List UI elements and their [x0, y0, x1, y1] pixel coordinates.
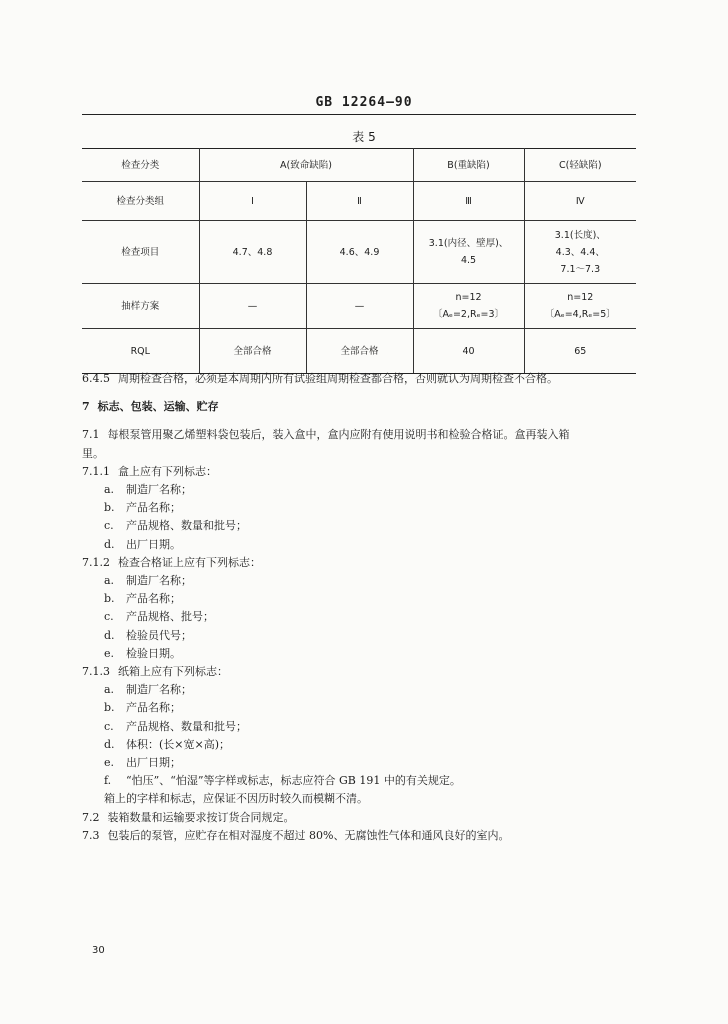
cell-line: 4.6、4.9 — [339, 246, 380, 258]
list-item — [82, 772, 642, 790]
list-marker: c. — [104, 610, 114, 624]
list-item — [82, 681, 642, 699]
list-text: “怕压”、“怕湿”等字样或标志，标志应符合 GB 191 中的有关规定。 — [126, 774, 461, 788]
list-item — [82, 590, 642, 608]
clause-number: 6.4.5 — [82, 372, 110, 385]
table-cell: 全部合格 — [199, 329, 306, 374]
list-text: 产品规格、批号； — [126, 610, 214, 624]
list-text: 产品名称； — [126, 592, 181, 606]
clause-text: 每根泵管用聚乙烯塑料袋包装后，装入盒中，盒内应附有使用说明书和检验合格证。盒再装入箱 — [107, 428, 570, 442]
list-marker: e. — [104, 756, 115, 770]
cell-line: 3.1(内径、壁厚)、 — [428, 238, 509, 249]
cell-line: 4.3、4.4、 — [555, 246, 605, 258]
list-marker: c. — [104, 519, 114, 533]
list-item — [82, 754, 642, 772]
list-text: 产品规格、数量和批号； — [126, 719, 247, 733]
clause-number: 7.2 — [82, 810, 100, 824]
list-item — [82, 645, 642, 663]
table-cell: Ⅰ — [199, 182, 306, 221]
clause-text: 检查合格证上应有下列标志： — [118, 555, 261, 569]
standard-code-header: GB 12264—90 — [315, 95, 413, 110]
list-marker: b. — [104, 592, 115, 606]
section-number: 7 — [82, 400, 90, 414]
clause-text: 周期检查合格，必须是本周期内所有试验组周期检查都合格，否则就认为周期检查不合格。 — [118, 372, 558, 385]
list-item — [82, 627, 642, 645]
table-row — [82, 284, 636, 329]
list-item — [82, 736, 642, 754]
list-text: 产品规格、数量和批号； — [126, 519, 247, 533]
table-cell — [306, 284, 413, 329]
clause-text: 包装后的泵管，应贮存在相对湿度不超过 80%、无腐蚀性气体和通风良好的室内。 — [107, 828, 510, 842]
clause-7-2 — [82, 809, 642, 827]
cell-line: 4.5 — [460, 255, 477, 266]
list-marker: f. — [104, 774, 112, 788]
cell-line: n=12 — [455, 292, 482, 303]
list-text: 制造厂名称； — [126, 574, 192, 588]
list-marker: d. — [104, 737, 115, 751]
list-item — [82, 536, 642, 554]
clause-text: 纸箱上应有下列标志： — [118, 665, 228, 679]
clause-number: 7.1.2 — [82, 555, 110, 569]
section-title: 标志、包装、运输、贮存 — [97, 400, 219, 414]
clause-7-1-3 — [82, 663, 642, 681]
clause-7-1-2 — [82, 554, 642, 572]
table-cell: Ⅳ — [524, 182, 636, 221]
list-text: 制造厂名称； — [126, 683, 192, 697]
clause-number: 7.3 — [82, 828, 100, 842]
clause-number: 7.1.3 — [82, 665, 110, 679]
table-cell — [199, 221, 306, 284]
list-text: 检验日期。 — [126, 646, 181, 660]
row-label: RQL — [82, 329, 199, 374]
table-row — [82, 221, 636, 284]
header-rule — [82, 114, 636, 115]
clause-7-1 — [82, 426, 642, 444]
list-item — [82, 718, 642, 736]
list-text: 体积：(长×宽×高)； — [126, 737, 231, 751]
list-marker: b. — [104, 701, 115, 715]
table-cell: Ⅲ — [413, 182, 524, 221]
cell-line: 〔Aₑ=2,Rₑ=3〕 — [432, 309, 505, 320]
list-item — [82, 499, 642, 517]
table-cell: C(轻缺陷) — [524, 149, 636, 182]
table-row — [82, 149, 636, 182]
list-item — [82, 481, 642, 499]
list-marker: b. — [104, 501, 115, 515]
list-marker: a. — [104, 683, 115, 697]
cell-line: 〔Aₑ=4,Rₑ=5〕 — [544, 309, 616, 320]
list-text: 出厂日期； — [126, 756, 181, 770]
cell-line: — — [354, 300, 365, 312]
table-cell: Ⅱ — [306, 182, 413, 221]
list-marker: e. — [104, 646, 115, 660]
row-label: 抽样方案 — [82, 284, 199, 329]
cell-line: — — [247, 300, 258, 312]
list-text: 出厂日期。 — [126, 537, 181, 551]
clause-note: 箱上的字样和标志，应保证不因历时较久而模糊不清。 — [104, 792, 368, 806]
row-label: 检查项目 — [82, 221, 199, 284]
cell-line: 3.1(长度)、 — [554, 229, 606, 241]
list-text: 制造厂名称； — [126, 483, 192, 497]
clause-7-1-continued: 里。 — [82, 446, 104, 460]
clause-7-1-1 — [82, 463, 642, 481]
inspection-table — [82, 148, 636, 374]
list-item — [82, 608, 642, 626]
row-label: 检查分类组 — [82, 182, 199, 221]
table-cell: 40 — [413, 329, 524, 374]
table-cell — [413, 221, 524, 284]
clause-number: 7.1 — [82, 428, 100, 442]
page-number: 30 — [92, 945, 105, 956]
table-cell: A(致命缺陷) — [199, 149, 413, 182]
table-cell — [306, 221, 413, 284]
table-cell: 全部合格 — [306, 329, 413, 374]
list-item — [82, 517, 642, 535]
clause-number: 7.1.1 — [82, 464, 110, 478]
clause-7-3 — [82, 827, 642, 845]
cell-line: 4.7、4.8 — [232, 246, 273, 258]
cell-line: n=12 — [567, 292, 594, 303]
list-marker: c. — [104, 719, 114, 733]
clause-text: 装箱数量和运输要求按订货合同规定。 — [107, 810, 295, 824]
table-cell — [199, 284, 306, 329]
clause-text: 盒上应有下列标志： — [118, 464, 217, 478]
table-cell: B(重缺陷) — [413, 149, 524, 182]
list-item — [82, 572, 642, 590]
list-text: 产品名称； — [126, 701, 181, 715]
document-body — [82, 370, 642, 845]
table-cell — [524, 284, 636, 329]
table-row — [82, 329, 636, 374]
table-cell: 65 — [524, 329, 636, 374]
list-marker: d. — [104, 628, 115, 642]
row-label: 检查分类 — [82, 149, 199, 182]
list-marker: d. — [104, 537, 115, 551]
list-marker: a. — [104, 483, 115, 497]
cell-line: 7.1～7.3 — [560, 263, 601, 275]
list-item — [82, 699, 642, 717]
list-text: 产品名称； — [126, 501, 181, 515]
table-cell — [524, 221, 636, 284]
section-7-heading — [82, 398, 642, 416]
table-row — [82, 182, 636, 221]
table-caption: 表 5 — [352, 130, 376, 144]
clause-6-4-5 — [82, 370, 642, 388]
table-cell — [413, 284, 524, 329]
list-marker: a. — [104, 574, 115, 588]
list-text: 检验员代号； — [126, 628, 192, 642]
